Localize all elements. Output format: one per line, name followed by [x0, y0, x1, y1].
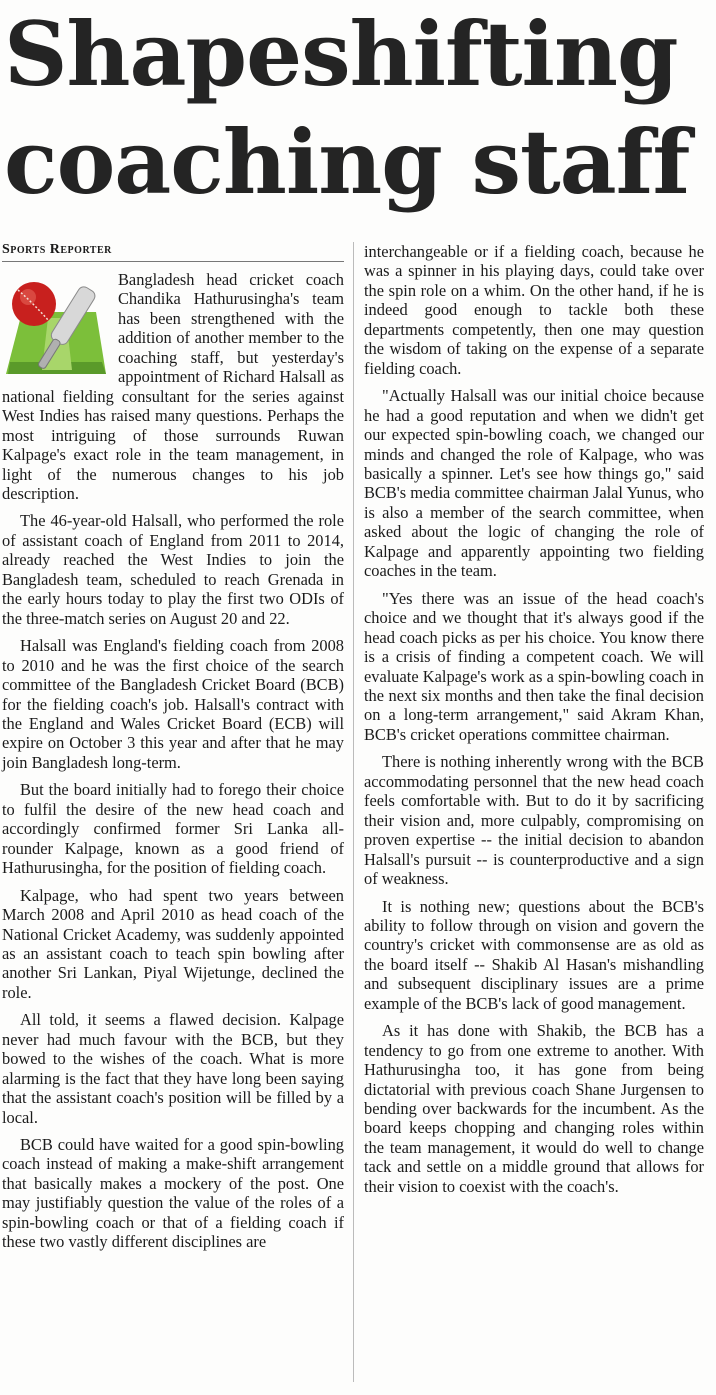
- paragraph: BCB could have waited for a good spin-bowling coach instead of making a make-shift arrangement that basically makes a mockery of the post. One may justifiably question the value of the roles of a spin-bowling coach or that of a fielding coach if these two vastly different disciplines are: [2, 1135, 344, 1252]
- paragraph: The 46-year-old Halsall, who performed the role of assistant coach of England from 2011 to 2014, already reached the West Indies to join the Bangladesh team, scheduled to reach Grenada in the early hours today to play the first two ODIs of the three-match series on August 20 and 22.: [2, 511, 344, 628]
- paragraph: All told, it seems a flawed decision. Kalpage never had much favour with the BCB, but they bowed to the wishes of the coach. What is more alarming is the fact that they have long been saying that the assistant coach's position will be filled by a local.: [2, 1010, 344, 1127]
- paragraph: Halsall was England's fielding coach from 2008 to 2010 and he was the first choice of the search committee of the Bangladesh Cricket Board (BCB) for the fielding coach's job. Halsall's contract with the England and Wales Cricket Board (ECB) will expire on October 3 this year and after that he may join Bangladesh long-term.: [2, 636, 344, 772]
- article-column-left: [2, 242, 344, 1260]
- byline: Sports Reporter: [2, 242, 344, 262]
- paragraph: As it has done with Shakib, the BCB has a tendency to go from one extreme to another. With Hathurusingha too, it has gone from being dictatorial with previous coach Shane Jurgensen to bending over backwards for the incumbent. As the board keeps chopping and changing roles within the team management, it would do well to change tack and settle on a middle ground that allows for their vision to coexist with the coach's.: [364, 1021, 704, 1196]
- headline-line-1: Shapeshifting: [4, 2, 678, 106]
- headline: [4, 0, 689, 216]
- paragraph: "Actually Halsall was our initial choice because he had a good reputation and when we didn't get our expected spin-bowling coach, we changed our minds and changed the role of Kalpage, who was basically a spinner. Let's see how things go," said BCB's media committee chairman Jalal Yunus, who is also a member of the search committee, when asked about the logic of changing the role of Kalpage and apparently appointing two fielding coaches in the team.: [364, 386, 704, 581]
- headline-line-2: coaching staff: [4, 110, 690, 214]
- paragraph: "Yes there was an issue of the head coach's choice and we thought that it's always good if the head coach picks as per his choice. You know there is a crisis of finding a competent coach. We will evaluate Kalpage's work as a spin-bowling coach in the next six months and then take the final decision on a long-term arrangement," said Akram Khan, BCB's cricket operations committee chairman.: [364, 588, 704, 744]
- paragraph: But the board initially had to forego their choice to fulfil the desire of the new head coach and accordingly confirmed former Sri Lanka all-rounder Kalpage, known as a good friend of Hathurusingha, for the position of fielding coach.: [2, 780, 344, 878]
- article-column-right: [364, 242, 704, 1204]
- cricket-ball-bat-pitch-icon: [2, 274, 110, 378]
- paragraph: Kalpage, who had spent two years between March 2008 and April 2010 as head coach of the National Cricket Academy, was suddenly appointed as an assistant coach to teach spin bowling after another Sri Lankan, Piyal Wijetunge, declined the role.: [2, 885, 344, 1002]
- paragraph: interchangeable or if a fielding coach, because he was a spinner in his playing days, could take over the spin role on a whim. On the other hand, if he is indeed good enough to tackle both these departments competently, then one may question the wisdom of taking on the expense of a separate fielding coach.: [364, 242, 704, 378]
- paragraph: There is nothing inherently wrong with the BCB accommodating personnel that the new head coach feels comfortable with. But to do it by sacrificing their vision and, more culpably, compromising on proven expertise -- the initial decision to abandon Halsall's pursuit -- is counterproductive and a sign of weakness.: [364, 752, 704, 889]
- column-divider: [353, 242, 354, 1382]
- paragraph: Bangladesh head cricket coach Chandika Hathurusingha's team has been strengthened with the addition of another member to the coaching staff, but yesterday's appointment of Richard Halsall as national fielding consultant for the series against West Indies has raised many questions. Perhaps the most intriguing of those surrounds Ruwan Kalpage's exact role in the team management, in light of the numerous changes to his job description.: [2, 270, 344, 503]
- paragraph: It is nothing new; questions about the BCB's ability to follow through on vision and govern the country's cricket with commonsense are as old as the board itself -- Shakib Al Hasan's mishandling and subsequent disciplinary issues are a prime example of the BCB's lack of good management.: [364, 896, 704, 1013]
